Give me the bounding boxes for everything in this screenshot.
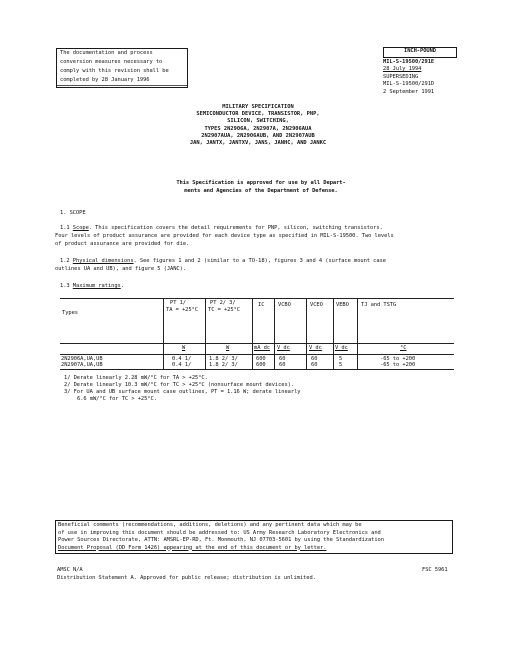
unit-tj: °C bbox=[400, 345, 407, 351]
table-cell-pt-case: 1.8 2/ 3/ bbox=[209, 356, 238, 362]
table-cell-tj: -65 to +200 bbox=[380, 362, 416, 368]
paragraph-1-2-line: outlines UA and UB), and figure 5 (JANC). bbox=[55, 266, 187, 272]
footnote: 1/ Derate linearly 2.28 mW/°C for TA > +25°C. bbox=[64, 375, 208, 381]
footnote: 2/ Derate linearly 10.3 mW/°C for TC > +25°C (nonsurface mount devices). bbox=[64, 382, 295, 388]
superseded-document-date: 2 September 1991 bbox=[383, 88, 435, 95]
title-line: SILICON, SWITCHING, bbox=[227, 118, 289, 125]
paragraph-1-1-line: of product assurance are provided for die. bbox=[55, 241, 190, 247]
column-header-pt-ambient: PT 1/ bbox=[170, 300, 186, 306]
document-number: MIL-S-19500/291E bbox=[383, 59, 435, 65]
comment-line: of use in improving this document should be addressed to: US Army Research Laboratory Electronics and bbox=[58, 529, 381, 536]
paragraph-text: . See figures 1 and 2 (similar to a TO-18), figures 3 and 4 (surface mount case bbox=[133, 258, 386, 264]
table-rule bbox=[274, 298, 275, 370]
conversion-notice-line: conversion measures necessary to bbox=[60, 59, 163, 65]
amsc-label: AMSC N/A bbox=[57, 567, 83, 573]
column-header-tj: TJ and TSTG bbox=[361, 302, 397, 308]
conversion-notice-line: comply with this revision shall be bbox=[60, 68, 169, 74]
conversion-notice-line: completed by 28 January 1996 bbox=[60, 77, 150, 83]
title-line: SEMICONDUCTOR DEVICE, TRANSISTOR, PNP, bbox=[196, 111, 320, 118]
table-cell-type: 2N2906A,UA,UB bbox=[61, 356, 103, 362]
column-header-pt-case-condition: TC = +25°C bbox=[208, 307, 240, 313]
approval-statement bbox=[176, 179, 346, 195]
table-rule bbox=[60, 343, 454, 344]
table-cell-vceo: 60 bbox=[311, 356, 318, 362]
maximum-ratings-table bbox=[60, 298, 454, 370]
table-rule bbox=[163, 298, 164, 370]
column-header-vebo: VEBO bbox=[336, 302, 349, 308]
table-rule bbox=[252, 298, 253, 370]
unit-vceo: V dc bbox=[309, 345, 322, 351]
column-header-pt-ambient-condition: TA = +25°C bbox=[166, 307, 198, 313]
comment-line: Document Proposal (DD Form 1426) appearing at the end of this document or by letter. bbox=[58, 544, 327, 551]
beneficial-comments-box bbox=[55, 520, 453, 554]
column-header-types: Types bbox=[62, 310, 78, 316]
table-cell-tj: -65 to +200 bbox=[380, 356, 416, 362]
unit-pt-ambient: W bbox=[182, 345, 186, 351]
title-line: JAN, JANTX, JANTXV, JANS, JANHC, AND JANKC bbox=[189, 140, 327, 147]
paragraph-1-2 bbox=[60, 258, 386, 264]
fsc-label: FSC 5961 bbox=[422, 567, 448, 573]
comment-line: Power Sources Directorate, ATTN: AMSRL-EP-RD, Ft. Monmouth, NJ 07703-5601 by using the Standardization bbox=[58, 537, 384, 543]
paragraph-text: . bbox=[120, 283, 124, 289]
table-cell-pt-ambient: 0.4 1/ bbox=[172, 362, 192, 368]
superseding-label: SUPERSEDING bbox=[383, 73, 419, 80]
document-date: 28 July 1994 bbox=[383, 66, 422, 73]
paragraph-number: 1.2 bbox=[60, 258, 70, 264]
column-header-vcbo: VCBO bbox=[278, 302, 291, 308]
unit-vebo: V dc bbox=[335, 345, 348, 351]
paragraph-1-1 bbox=[60, 225, 383, 231]
table-cell-vcbo: 60 bbox=[279, 362, 286, 368]
table-cell-vcbo: 60 bbox=[279, 356, 286, 362]
column-header-ic: IC bbox=[258, 302, 265, 308]
inch-pound-label: INCH-POUND bbox=[383, 47, 457, 58]
unit-pt-case: W bbox=[226, 345, 230, 351]
paragraph-number: 1.3 bbox=[60, 283, 70, 289]
table-cell-pt-case: 1.8 2/ 3/ bbox=[209, 362, 238, 368]
table-rule bbox=[333, 298, 334, 370]
approval-line: This Specification is approved for use by all Depart- bbox=[176, 180, 346, 186]
column-header-pt-case: PT 2/ 3/ bbox=[210, 300, 236, 306]
table-rule bbox=[205, 298, 206, 370]
approval-line: ments and Agencies of the Department of Defense. bbox=[184, 188, 338, 194]
paragraph-title: Physical dimensions bbox=[72, 258, 134, 264]
section-heading-scope: 1. SCOPE bbox=[60, 210, 86, 216]
paragraph-number: 1.1 bbox=[60, 225, 70, 231]
table-rule bbox=[357, 298, 358, 370]
paragraph-text: . This specification covers the detail requirements for PNP, silicon, switching transistors. bbox=[88, 225, 383, 231]
unit-vcbo: V dc bbox=[277, 345, 290, 351]
table-cell-vebo: 5 bbox=[339, 356, 343, 362]
table-rule bbox=[306, 298, 307, 370]
superseded-document-number: MIL-S-19500/291D bbox=[383, 81, 435, 88]
table-cell-vceo: 60 bbox=[311, 362, 318, 368]
unit-ic: mA dc bbox=[254, 345, 270, 351]
paragraph-title: Maximum ratings bbox=[72, 283, 121, 289]
conversion-notice-line: The documentation and process bbox=[60, 50, 153, 56]
column-header-vceo: VCEO bbox=[310, 302, 323, 308]
footnote: 3/ For UA and UB surface mount case outlines, PT = 1.16 W; derate linearly bbox=[64, 389, 301, 395]
paragraph-title: Scope bbox=[72, 225, 89, 231]
table-rule bbox=[60, 354, 454, 355]
comment-line: Beneficial comments (recommendations, additions, deletions) and any pertinent data which may be bbox=[58, 522, 362, 528]
table-cell-type: 2N2907A,UA,UB bbox=[61, 362, 103, 368]
table-rule bbox=[60, 298, 454, 299]
paragraph-1-3 bbox=[60, 283, 124, 289]
table-cell-pt-ambient: 0.4 1/ bbox=[172, 356, 192, 362]
conversion-notice-underline bbox=[57, 85, 187, 86]
paragraph-1-1-line: Four levels of product assurance are provided for each device type as specified in MIL-S-19500. Two levels bbox=[55, 233, 394, 239]
title-line: MILITARY SPECIFICATION bbox=[222, 104, 294, 110]
table-cell-ic: 600 bbox=[256, 356, 266, 362]
footnote: 6.6 mW/°C for TC > +25°C. bbox=[77, 396, 157, 402]
document-identifier-block bbox=[383, 47, 461, 95]
table-rule bbox=[60, 369, 454, 370]
table-cell-vebo: 5 bbox=[339, 362, 343, 368]
table-cell-ic: 600 bbox=[256, 362, 266, 368]
conversion-notice-box bbox=[56, 48, 188, 88]
distribution-statement: Distribution Statement A. Approved for public release; distribution is unlimited. bbox=[57, 575, 316, 581]
title-line: TYPES 2N2906A, 2N2907A, 2N2906AUA bbox=[204, 125, 312, 132]
title-line: 2N2907AUA, 2N2906AUB, AND 2N2907AUB bbox=[201, 132, 315, 139]
specification-title bbox=[150, 104, 366, 147]
